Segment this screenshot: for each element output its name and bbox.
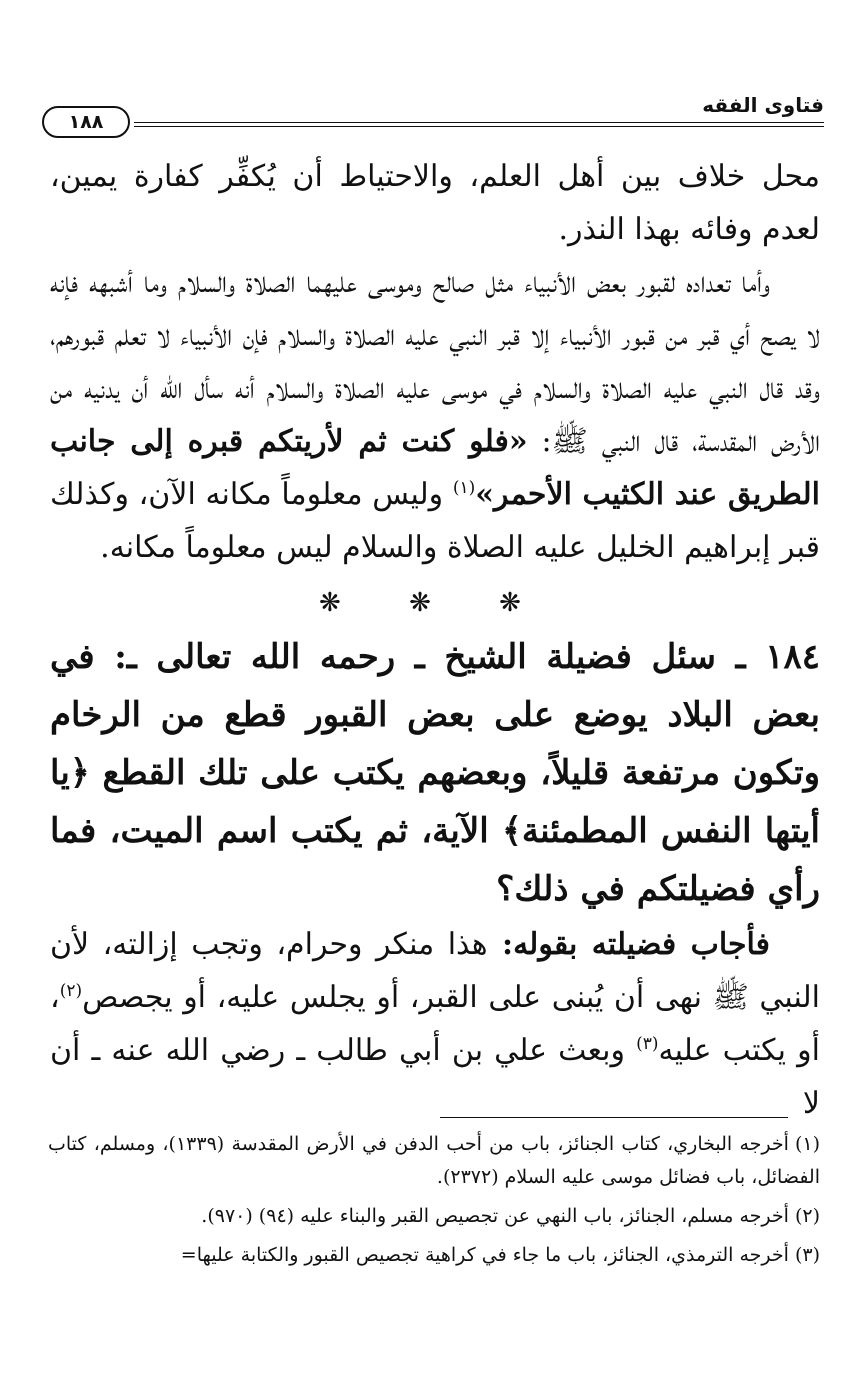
- footnote-number: (٣): [794, 1244, 820, 1266]
- footnote-rule: [440, 1117, 788, 1118]
- footnote-text: أخرجه مسلم، الجنائز، باب النهي عن تجصيص القبر والبناء عليه (٩٤) (٩٧٠).: [201, 1205, 789, 1227]
- section-separator: ❋ ❋ ❋: [319, 588, 551, 618]
- answer-lead: فأجاب فضيلته بقوله:: [487, 927, 771, 962]
- answer-text-2: ، أو يكتب عليه: [50, 980, 820, 1068]
- page-header: [42, 92, 824, 142]
- footnote-ref-3: (٣): [636, 1034, 659, 1054]
- paragraph-1: محل خلاف بين أهل العلم، والاحتياط أن يُكفِّر كفارة يمين، لعدم وفائه بهذا النذر.: [50, 159, 820, 247]
- footnotes: [48, 1128, 820, 1278]
- running-title: فتاوى الفقه: [702, 93, 824, 117]
- answer-text-3: وبعث علي بن أبي طالب ـ رضي الله عنه ـ أن لا: [50, 1033, 820, 1121]
- footnote-ref-1: (١): [452, 478, 476, 498]
- fatwa-question: ١٨٤ ـ سئل فضيلة الشيخ ـ رحمه الله تعالى ـ: في بعض البلاد يوضع على بعض القبور قطع من الرخام وتكون مرتفعة قليلاً، وبعضهم يكتب على تلك القطع ﴿يا أيتها النفس المطمئنة﴾ الآية، ثم يكتب اسم الميت، فما رأي فضيلتكم في ذلك؟: [50, 637, 820, 909]
- footnote-text: أخرجه الترمذي، الجنائز، باب ما جاء في كراهية تجصيص القبور والكتابة عليها=: [180, 1244, 789, 1266]
- page-number-badge: ١٨٨: [42, 106, 130, 138]
- footnote-number: (٢): [794, 1205, 820, 1227]
- answer-text-1: هذا منكر وحرام، وتجب إزالته، لأن النبي ﷺ نهى أن يُبنى على القبر، أو يجلس عليه، أو يجصص: [50, 927, 820, 1015]
- footnote-number: (١): [794, 1133, 820, 1155]
- main-text: [50, 150, 820, 1130]
- fatwa-answer: [50, 918, 820, 1130]
- footnote-text: أخرجه البخاري، كتاب الجنائز، باب من أحب الدفن في الأرض المقدسة (١٣٣٩)، ومسلم، كتاب الفضائل، باب فضائل موسى عليه السلام (٢٣٧٢).: [48, 1133, 820, 1188]
- paragraph-2-text: وأما تعداده لقبور بعض الأنبياء مثل صالح وموسى عليهما الصلاة والسلام وما أشبهه فإنه لا يصح أي قبر من قبور الأنبياء إلا قبر النبي عليه الصلاة والسلام فإن الأنبياء لا تعلم قبورهم، وقد قال النبي عليه الصلاة والسلام في موسى عليه الصلاة والسلام أنه سأل الله أن يدنيه من الأرض المقدسة، قال النبي ﷺ:: [50, 265, 821, 459]
- paragraph-2-text-end: وليس معلوماً مكانه الآن، وكذلك قبر إبراهيم الخليل عليه الصلاة والسلام ليس معلوماً مكانه.: [50, 477, 820, 565]
- footnote-1: [48, 1128, 820, 1194]
- footnote-2: [48, 1200, 820, 1233]
- footnote-3: [48, 1239, 820, 1272]
- paragraph-2: [50, 256, 820, 574]
- footnote-ref-2: (٢): [59, 981, 83, 1001]
- header-rule: [134, 122, 824, 127]
- hadith-quote: «فلو كنت ثم لأريتكم قبره إلى جانب الطريق عند الكثيب الأحمر»: [50, 424, 820, 512]
